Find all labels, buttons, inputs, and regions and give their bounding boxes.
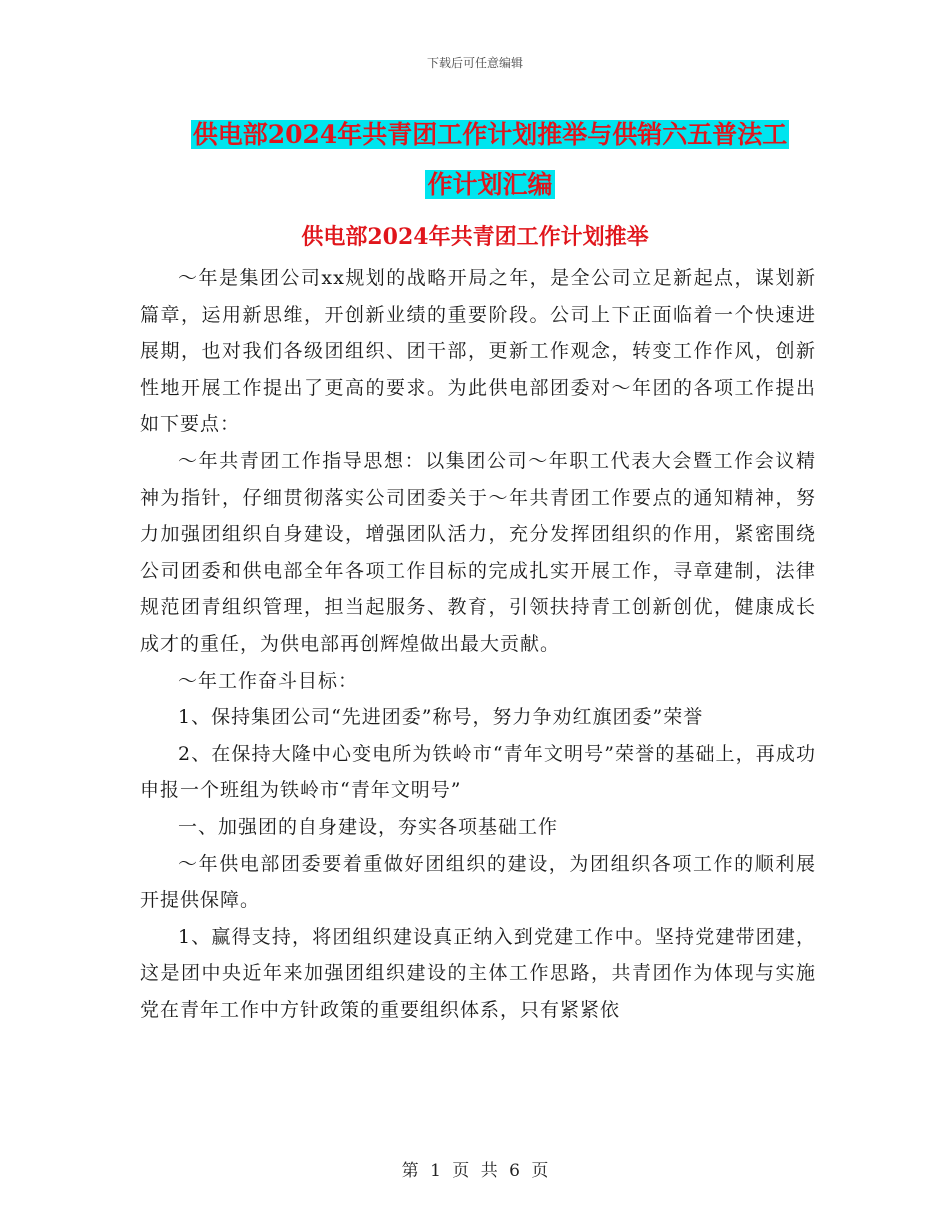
page-header-note: 下载后可任意编辑 bbox=[426, 56, 523, 70]
section-title: 供电部2024年共青团工作计划推举 bbox=[301, 224, 649, 250]
paragraph: ～年工作奋斗目标： bbox=[178, 669, 359, 692]
title-line-1: 供电部2024年共青团工作计划推举与供销六五普法工 bbox=[192, 120, 788, 149]
document-body bbox=[140, 260, 816, 1028]
document-title bbox=[140, 110, 840, 210]
paragraph: 一、加强团的自身建设，夯实各项基础工作 bbox=[178, 815, 559, 838]
paragraph: ～年供电部团委要着重做好团组织的建设，为团组织各项工作的顺利展开提供保障。 bbox=[140, 852, 816, 912]
paragraph: 2、在保持大隆中心变电所为铁岭市“青年文明号”荣誉的基础上，再成功申报一个班组为铁岭市“青年文明号” bbox=[140, 742, 816, 802]
title-line-2: 作计划汇编 bbox=[427, 170, 553, 199]
paragraph: ～年共青团工作指导思想：以集团公司～年职工代表大会暨工作会议精神为指针，仔细贯彻落实公司团委关于～年共青团工作要点的通知精神，努力加强团组织自身建设，增强团队活力，充分发挥团组织的作用，紧密围绕公司团委和供电部全年各项工作目标的完成扎实开展工作，寻章建制，法律规范团青组织管理，担当起服务、教育，引领扶持青工创新创优，健康成长成才的重任，为供电部再创辉煌做出最大贡献。 bbox=[140, 449, 816, 655]
paragraph: ～年是集团公司xx规划的战略开局之年，是全公司立足新起点，谋划新篇章，运用新思维，开创新业绩的重要阶段。公司上下正面临着一个快速进展期，也对我们各级团组织、团干部，更新工作观念，转变工作作风，创新性地开展工作提出了更高的要求。为此供电部团委对～年团的各项工作提出如下要点： bbox=[140, 267, 816, 436]
page-number-footer: 第 1 页 共 6 页 bbox=[401, 1161, 549, 1181]
paragraph: 1、保持集团公司“先进团委”称号，努力争劝红旗团委”荣誉 bbox=[178, 706, 704, 729]
paragraph: 1、赢得支持，将团组织建设真正纳入到党建工作中。坚持党建带团建，这是团中央近年来加强团组织建设的主体工作思路，共青团作为体现与实施党在青年工作中方针政策的重要组织体系，只有紧紧依 bbox=[140, 925, 816, 1021]
